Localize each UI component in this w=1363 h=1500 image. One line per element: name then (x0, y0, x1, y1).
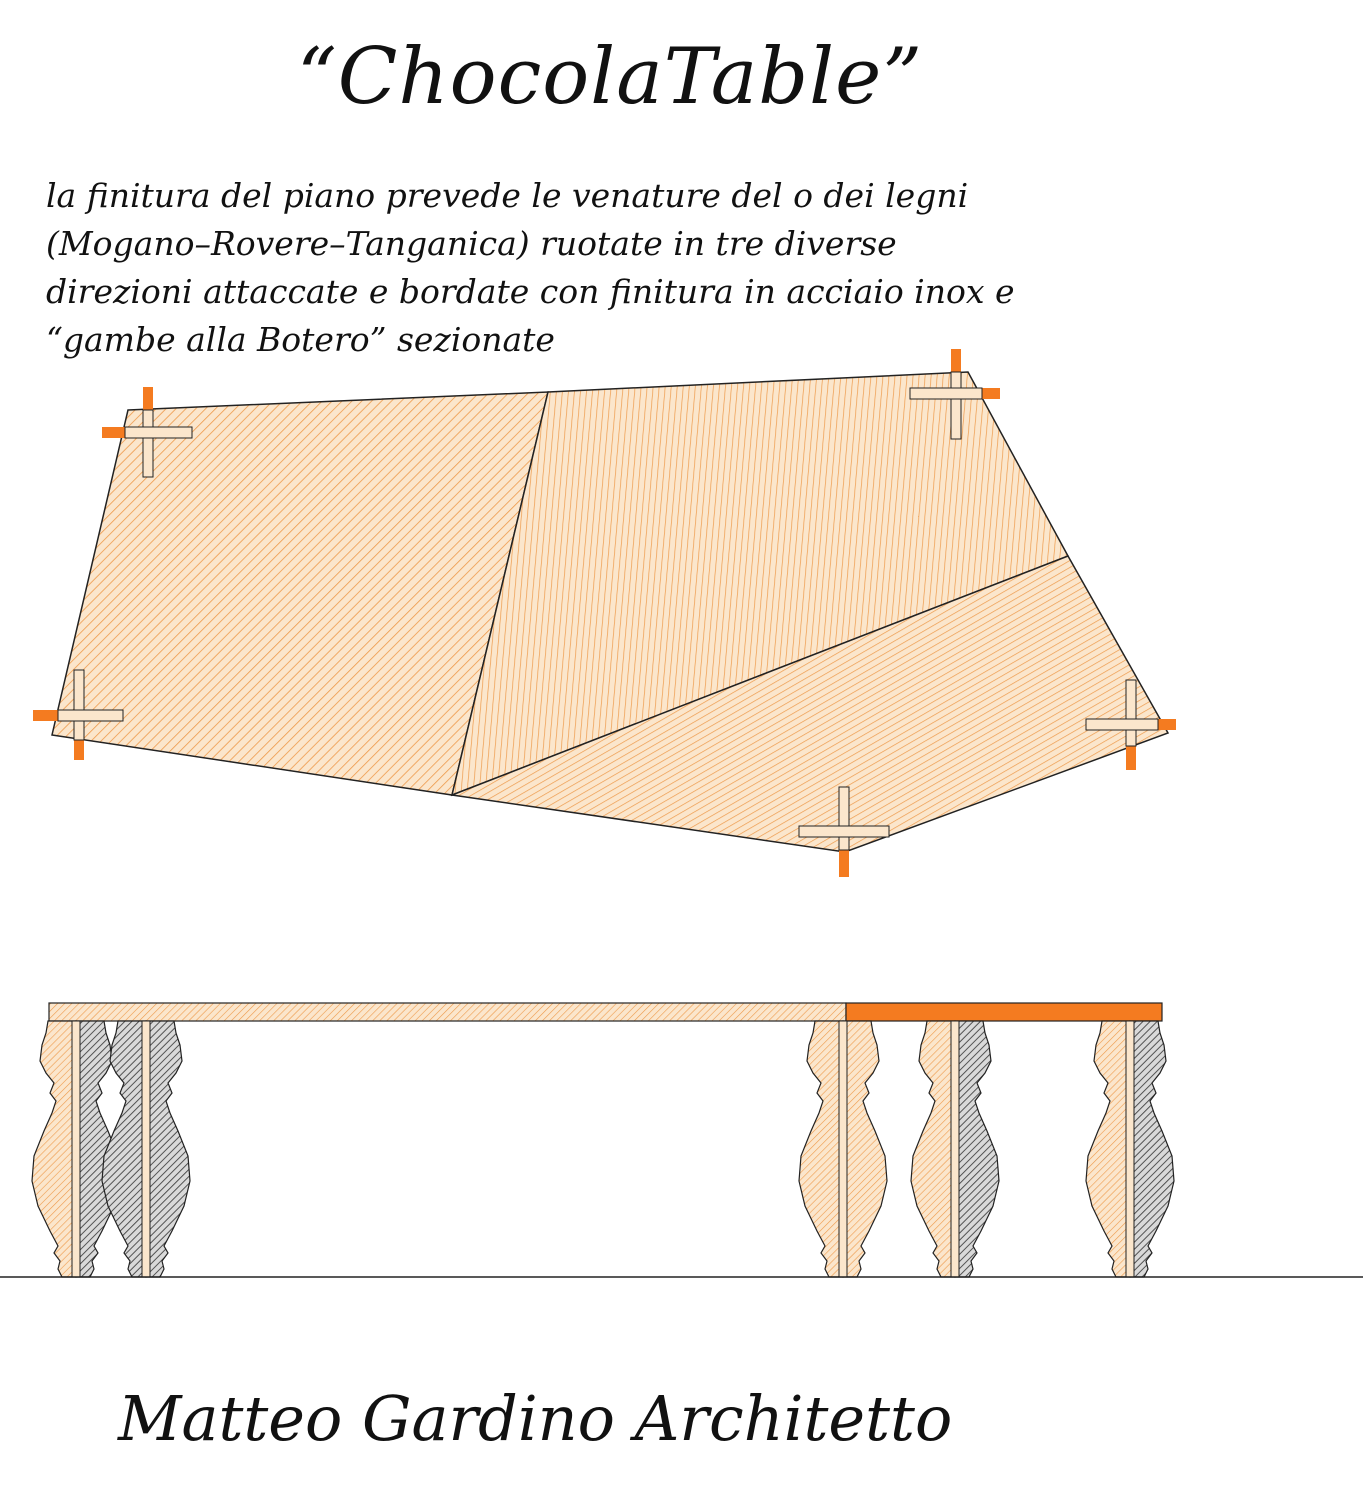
table-elevation (0, 1003, 1363, 1277)
description-line: (Mogano–Rovere–Tanganica) ruotate in tre diverse (46, 224, 897, 263)
leg-half-right (146, 1021, 190, 1277)
table-top-plan (52, 372, 1168, 852)
description-line: “gambe alla Botero” sezionate (46, 320, 555, 359)
leg-half-left (1086, 1021, 1130, 1277)
table-leg (102, 1021, 190, 1277)
table-leg (911, 1021, 999, 1277)
leg-half-right (843, 1021, 887, 1277)
leg-half-left (799, 1021, 843, 1277)
leg-section-strip (839, 1021, 847, 1277)
drawing-title: “ChocolaTable” (296, 32, 924, 122)
leg-section-strip (142, 1021, 150, 1277)
description-line: la finitura del piano prevede le venature del o dei legni (46, 176, 969, 215)
leg-half-right (955, 1021, 999, 1277)
leg-half-right (1130, 1021, 1174, 1277)
description-line: direzioni attaccate e bordate con finitura in acciaio inox e (46, 272, 1015, 311)
elevation-top-wood (49, 1003, 846, 1021)
author-signature: Matteo Gardino Architetto (118, 1382, 953, 1455)
elevation-top-steel (846, 1003, 1162, 1021)
leg-half-left (32, 1021, 76, 1277)
leg-section-strip (951, 1021, 959, 1277)
table-leg (1086, 1021, 1174, 1277)
leg-section-strip (72, 1021, 80, 1277)
leg-section-strip (1126, 1021, 1134, 1277)
leg-half-left (911, 1021, 955, 1277)
botero-legs (32, 1021, 1174, 1277)
table-leg (799, 1021, 887, 1277)
